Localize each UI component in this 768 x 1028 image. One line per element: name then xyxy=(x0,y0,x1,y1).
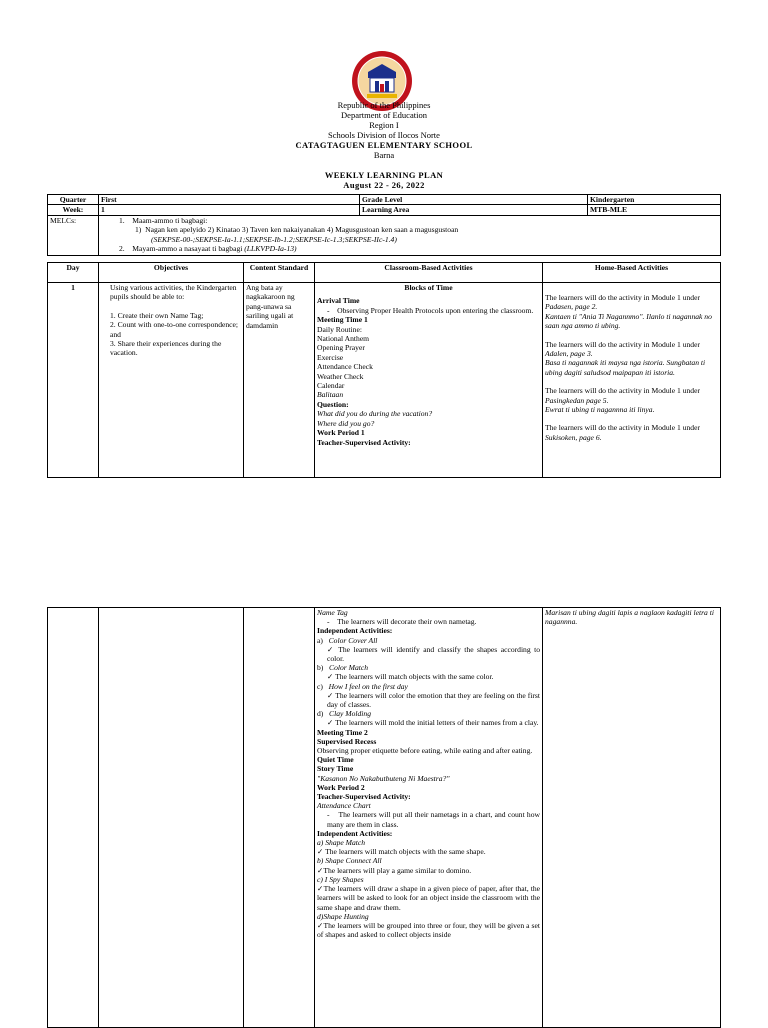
home-item-2: The learners will do the activity in Module 1 under Adalen, page 3. xyxy=(545,339,700,359)
home-item-1: The learners will do the activity in Module 1 under Padasen, page 2. xyxy=(545,293,700,312)
day-cell-cont xyxy=(48,608,99,1028)
shape-1-text: ✓ The learners will match objects with the same shape. xyxy=(317,847,486,857)
page-1 xyxy=(0,0,768,500)
routine-4: Attendance Check xyxy=(317,362,373,372)
activity-b-title: b) Color Match xyxy=(317,663,369,673)
activity-table-page-1 xyxy=(47,262,721,478)
header-republic: Republic of the Philippines xyxy=(337,100,431,110)
home-item-3: The learners will do the activity in Module 1 under Pasingkedan page 5. xyxy=(545,386,700,405)
plan-title: WEEKLY LEARNING PLAN xyxy=(324,170,444,180)
content-standard-cell: Ang bata ay nagkakaroon ng pang-unawa sa sariling ugali at damdamin xyxy=(244,283,315,478)
melc-1-codes: (SEKPSE-00-;SEKPSE-Ia-1.1;SEKPSE-Ib-1.2;SEKPSE-Ic-1.3;SEKPSE-IIc-1.4) xyxy=(151,234,397,244)
grade-label: Grade Level xyxy=(360,195,588,205)
home-cell xyxy=(543,283,721,478)
activity-b-text: ✓ The learners will match objects with the same color. xyxy=(327,672,494,682)
objective-2: 2. Count with one-to-one correspondence; and xyxy=(110,320,239,339)
activity-c-text: ✓ The learners will color the emotion that they are feeling on the first day of classes. xyxy=(327,690,540,710)
home-item-2-detail: Basa ti nagannak iti maysa nga istoria. Sungbatan ti ubing dagiti saludsod maipapan iti istoria. xyxy=(545,358,706,377)
name-tag-title: Name Tag xyxy=(317,608,348,617)
home-cont-text: Marisan ti ubing dagiti lapis a naglaon kadagiti letra ti nagannna. xyxy=(545,608,714,627)
objectives-cell-cont xyxy=(99,608,244,1028)
shape-2-text: ✓The learners will play a game similar to domino. xyxy=(317,865,472,875)
col-day: Day xyxy=(48,263,99,283)
col-content-standard: Content Standard xyxy=(244,263,315,283)
header-region: Region I xyxy=(369,120,399,130)
quarter-value: First xyxy=(99,195,360,205)
header-department: Department of Education xyxy=(341,110,427,120)
quiet-time: Quiet Time xyxy=(317,755,354,765)
area-value: MTB-MLE xyxy=(588,205,721,215)
activity-a-title: a) Color Cover All xyxy=(317,635,378,645)
shape-4-title: d)Shape Hunting xyxy=(317,911,369,921)
shape-1-title: a) Shape Match xyxy=(317,838,366,848)
content-cell-cont xyxy=(244,608,315,1028)
area-label: Learning Area xyxy=(360,205,588,215)
routine-2: Opening Prayer xyxy=(317,343,365,353)
classroom-cell-cont xyxy=(315,608,543,1028)
objectives-intro: Using various activities, the Kindergarten pupils should be able to: xyxy=(110,283,237,302)
routine-5: Weather Check xyxy=(317,371,364,381)
week-label: Week: xyxy=(48,205,99,215)
question-label: Question: xyxy=(317,399,349,409)
independent-activities: Independent Activities: xyxy=(317,626,393,636)
objective-1: 1. Create their own Name Tag; xyxy=(110,310,204,320)
supervised-recess: Supervised Recess xyxy=(317,736,377,746)
melc-1: 1. Maam-ammo ti bagbagi: xyxy=(119,215,208,225)
classroom-cell xyxy=(315,283,543,478)
daily-routine: Daily Routine: xyxy=(317,324,362,334)
quarter-label: Quarter xyxy=(48,195,99,205)
independent-activities-2: Independent Activities: xyxy=(317,828,393,838)
home-cell-cont xyxy=(543,608,721,1028)
balitaan: Balitaan xyxy=(317,390,344,400)
activity-d-title: d) Clay Molding xyxy=(317,709,372,719)
header-town: Barna xyxy=(373,150,395,160)
melcs-content xyxy=(99,215,721,255)
shape-4-text: ✓The learners will be grouped into three or four, they will be given a set of shapes and asked to collect objects inside xyxy=(317,920,540,940)
teacher-supervised-1: Teacher-Supervised Activity: xyxy=(317,437,411,447)
week-value: 1 xyxy=(99,205,360,215)
question-2: Where did you go? xyxy=(317,418,375,428)
info-table xyxy=(47,194,721,256)
teacher-supervised-2: Teacher-Supervised Activity: xyxy=(317,792,411,802)
plan-dates: August 22 - 26, 2022 xyxy=(343,180,425,190)
header-school: CATAGTAGUEN ELEMENTARY SCHOOL xyxy=(295,140,473,150)
story-title: "Kasanon No Nakabutbuteng Ni Maestra?" xyxy=(317,773,450,783)
home-item-4: The learners will do the activity in Module 1 under Sukisoken, page 6. xyxy=(545,423,700,442)
col-objectives: Objectives xyxy=(99,263,244,283)
recess-text: Observing proper etiquette before eating, while eating and after eating. xyxy=(317,746,533,756)
shape-3-text: ✓The learners will draw a shape in a given piece of paper, after that, the learners will be asked to look for an object inside the classroom with the same shape and draw them. xyxy=(317,884,540,912)
activity-a-text: ✓ The learners will identify and classify the shapes according to color. xyxy=(327,644,540,664)
attendance-chart-item: - The learners will put all their nametags in a chart, and count how many are them in class. xyxy=(327,810,540,829)
activity-d-text: ✓ The learners will mold the initial letters of their names from a clay. xyxy=(327,718,539,728)
arrival-item: - Observing Proper Health Protocols upon entering the classroom. xyxy=(327,305,534,315)
story-time: Story Time xyxy=(317,764,354,774)
melc-2: 2. Mayam-ammo a nasayaat ti bagbagi (LLKVPD-Ia-13) xyxy=(119,244,297,254)
header-division: Schools Division of Ilocos Norte xyxy=(328,130,440,140)
arrival-time: Arrival Time xyxy=(317,296,360,306)
home-item-3-detail: Ewrat ti ubing ti nagannna iti linya. xyxy=(545,405,655,415)
day-number: 1 xyxy=(48,283,99,478)
routine-3: Exercise xyxy=(317,352,344,362)
grade-value: Kindergarten xyxy=(588,195,721,205)
work-period-1: Work Period 1 xyxy=(317,428,365,438)
name-tag-item: - The learners will decorate their own nametag. xyxy=(327,617,477,627)
activity-table-page-2 xyxy=(47,607,721,1028)
routine-1: National Anthem xyxy=(317,334,370,344)
shape-2-title: b) Shape Connect All xyxy=(317,856,382,866)
meeting-time-1: Meeting Time 1 xyxy=(317,315,368,325)
question-1: What did you do during the vacation? xyxy=(317,409,433,419)
col-home: Home-Based Activities xyxy=(543,263,721,283)
melcs-label: MELCs: xyxy=(48,215,99,255)
page-2 xyxy=(0,500,768,1024)
work-period-2: Work Period 2 xyxy=(317,782,365,792)
home-item-1-detail: Kantaen ti "Ania Ti Nagannmo". Ilanlo ti nagannak no saan nga ammo ti ubing. xyxy=(545,311,712,331)
blocks-title: Blocks of Time xyxy=(404,283,453,292)
routine-6: Calendar xyxy=(317,381,345,391)
objective-3: 3. Share their experiences during the vacation. xyxy=(110,339,222,358)
objectives-cell xyxy=(99,283,244,478)
shape-3-title: c) I Spy Shapes xyxy=(317,874,364,884)
activity-c-title: c) How I feel on the first day xyxy=(317,681,408,691)
attendance-chart-title: Attendance Chart xyxy=(317,801,371,811)
meeting-time-2: Meeting Time 2 xyxy=(317,727,368,737)
melc-1-sub: 1) Nagan ken apelyido 2) Kinatao 3) Taven ken nakaiyanakan 4) Magusgustoan ken saan a magusgustoan xyxy=(135,225,459,235)
col-classroom: Classroom-Based Activities xyxy=(315,263,543,283)
